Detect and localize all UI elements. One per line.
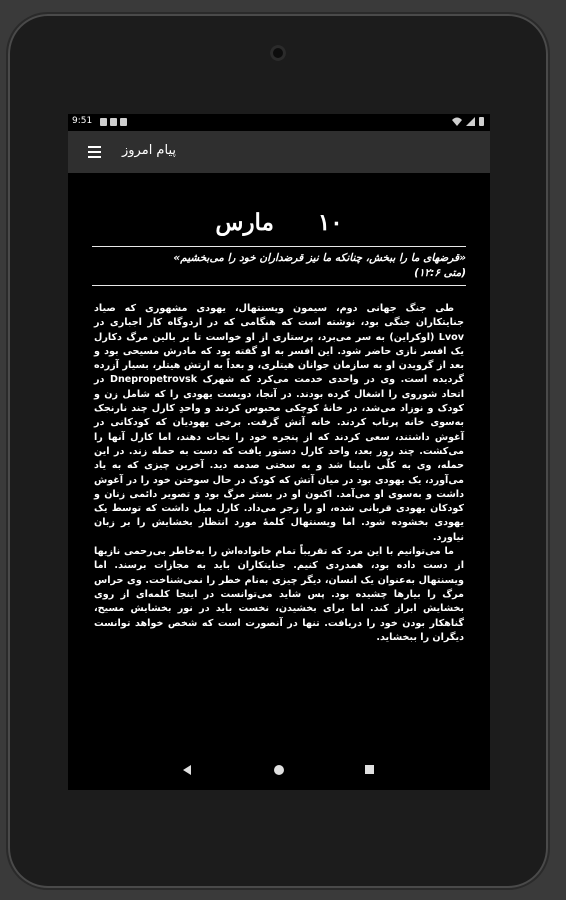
notification-icon xyxy=(100,118,107,126)
notification-icons xyxy=(100,118,127,126)
notification-icon xyxy=(110,118,117,126)
camera-icon xyxy=(270,45,286,61)
app-bar xyxy=(68,131,490,173)
recents-icon[interactable] xyxy=(365,765,374,774)
status-bar xyxy=(68,114,490,131)
verse-text: «قرضهای ما را ببخش، چنانکه ما نیز قرضداران خود را می‌بخشیم» xyxy=(173,252,466,264)
devotional-body xyxy=(84,286,474,645)
status-time: 9:51 xyxy=(72,116,93,126)
device-screen xyxy=(68,114,490,790)
signal-icon xyxy=(466,117,475,126)
body-paragraph: ما می‌توانیم با این مرد که تقریباً تمام خانواده‌اش را به‌خاطر بی‌رحمی نازیها از دست داده بود، همدردی کنیم. جنایتکاران باید به مجازات برسند. اما ویسنتهال به‌عنوان یک انسان، دیگر چیزی به‌نام خطر را نمی‌شناخت. وی حراس مرگ را بیارها چشیده بود. پس شاید می‌توانست در اینجا کلمه‌ای از روی بخشایش ابراز کند. اما برای بخشیدن، نخست باید در نور بخشایش مسیح، گناهکار بودن خود را دریافت. تنها در آنصورت است که شخص خواهد توانست دیگران را ببخشاید. xyxy=(94,546,464,643)
notification-icon xyxy=(120,118,127,126)
system-icons xyxy=(452,117,484,126)
wifi-icon xyxy=(452,117,462,126)
page-date xyxy=(84,209,474,236)
home-icon[interactable] xyxy=(274,765,284,775)
body-paragraph: طی جنگ جهانی دوم، سیمون ویسنتهال، یهودی مشهوری که صیاد جنایتکاران جنگی بود، نوشته است که هنگامی که در اردوگاه کار اجباری در Lvov (اوکراین) به سر می‌برد، پرستاری از او خواست تا بر بالین مرگ دکارل یک افسر نازی حاضر شود. این افسر به او گفته بود که مادرش مسیحی بود و بعد از گرویدن او به سازمان جوانان هیتلری، و بعداً به ارتش هیتلر، بسیار آزرده گردیده است. وی در واحدی خدمت می‌کرد که شهرک Dnepropetrovsk در اتحاد شوروی را اشغال کرده بودند. در آنجا، دویست یهودی را که شامل زن و کودک و نوزاد می‌شد، در خانهٔ کوچکی محبوس کردند و واحدِ کارل چند نارنجک به‌سوی خانه پرتاب کردند. خانه آتش گرفت. برخی یهودیان که کودکانی در آغوش داشتند، سعی کردند که از پنجره خود را نجات دهند، اما کارل آنها را می‌کشت. چند روز بعد، واحد کارل دستور یافت که دست به حمله زند. در این حمله، وی به کلّی نابینا شد و به سختی صدمه دید. آخرین چیزی که به یاد می‌آورد، یک یهودی بود در میان آتش که کودک در حال سوختن خود را در آغوش داشت و به‌سوی او می‌آمد. اکنون او در بستر مرگ بود و تصویر دائمی زنان و کودکان یهودی قربانی شده، او را زجر می‌داد. کارل میل داشت که توسط یک یهودی بخشوده شود. اما ویسنتهال کلمهٔ مورد انتظار بخشایش را بر زبان نیاورد. xyxy=(94,303,464,543)
date-month: مارس xyxy=(215,209,274,236)
hamburger-menu-icon[interactable] xyxy=(88,146,101,158)
back-icon[interactable] xyxy=(183,765,191,775)
navigation-bar xyxy=(68,750,490,790)
app-title: پیام امروز xyxy=(122,143,176,158)
tablet-frame xyxy=(8,14,548,888)
date-day: ۱۰ xyxy=(317,209,343,236)
battery-icon xyxy=(479,117,484,126)
verse-reference: (متی ۱۲:۶) xyxy=(414,267,466,279)
verse xyxy=(84,247,474,285)
reading-content xyxy=(84,173,474,743)
